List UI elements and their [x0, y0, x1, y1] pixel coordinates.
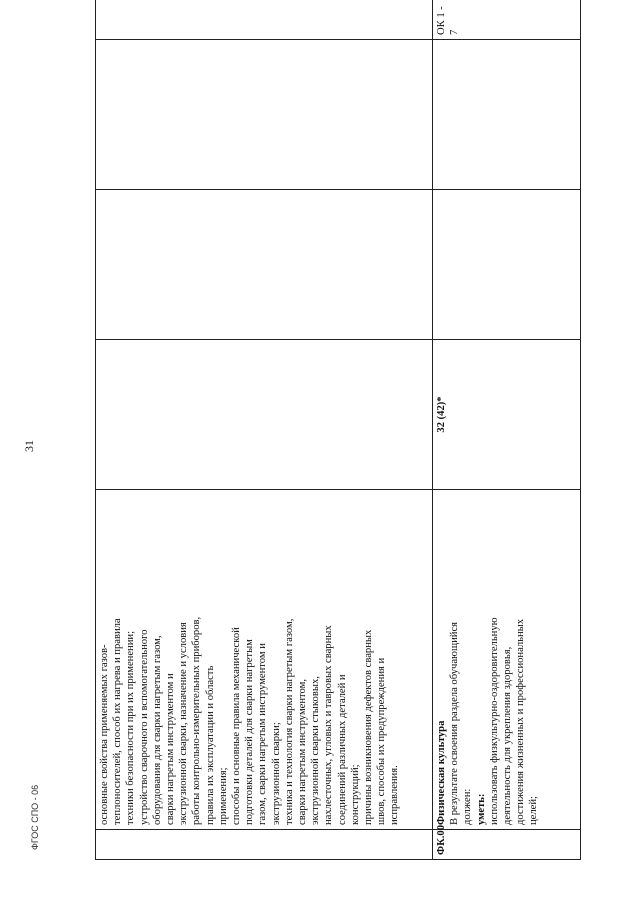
content-line: сварки нагретым инструментом, — [297, 679, 309, 825]
empty-cell — [96, 40, 433, 190]
content-line: техники безопасности при их применении; — [125, 630, 137, 825]
content-line: экструзионной сварки; — [270, 722, 282, 825]
empty-cell — [433, 40, 581, 190]
code-cell — [96, 830, 433, 860]
table-row — [433, 0, 581, 860]
skill-label: уметь: — [475, 793, 487, 825]
content-line: способы и основные правила механической — [231, 627, 243, 825]
hours-cell — [96, 340, 433, 490]
content-line: швов, способы их предупреждения и — [376, 657, 388, 825]
page-number: 31 — [22, 440, 36, 452]
content-line: нахлесточных, угловых и тавровых сварных — [323, 625, 335, 825]
empty-cell — [96, 190, 433, 340]
content-line: правила их эксплуатации и область — [204, 665, 216, 825]
rotated-table-container — [95, 6, 570, 860]
competence-cell: ОК 1 - 7 — [433, 0, 581, 40]
content-line: работы контрольно-измерительных приборов, — [191, 616, 203, 825]
content-line: экструзионной сварки стыковых, — [310, 676, 322, 825]
content-line: теплоносителей, способ их нагрева и правила — [112, 618, 124, 825]
content-line: сварки нагретым инструментом и — [165, 673, 177, 825]
content-cell — [433, 490, 581, 830]
footer-code: ФГОС СПО - 06 — [30, 784, 40, 850]
content-line: конструкций; — [349, 764, 361, 825]
content-line: причины возникновения дефектов сварных — [363, 629, 375, 825]
content-line: техника и технология сварки нагретым газом, — [283, 618, 295, 825]
content-line: экструзионной сварки, назначение и условия — [178, 622, 190, 825]
content-line: оборудования для сварки нагретым газом, — [151, 635, 163, 825]
empty-cell — [433, 190, 581, 340]
content-line: В результате освоения раздела обучающийся — [449, 621, 461, 825]
content-line: целей; — [528, 796, 540, 825]
content-line: основные свойства применяемых газов- — [99, 644, 110, 825]
content-line: газом, сварки нагретым инструментом и — [257, 643, 269, 825]
content-line: устройство сварочного и вспомогательного — [138, 629, 150, 825]
table-row — [96, 0, 433, 860]
hours-cell: 32 (42)* — [433, 340, 581, 490]
content-line: подготовки деталей для сварки нагретым — [244, 639, 256, 825]
content-cell — [96, 490, 433, 830]
code-cell: ФК.00 — [433, 830, 581, 860]
content-line: соединений различных деталей и — [336, 674, 348, 825]
content-line: применения; — [217, 767, 229, 825]
content-line: достижения жизненных и профессиональных — [515, 618, 527, 825]
competence-cell — [96, 0, 433, 40]
curriculum-table — [95, 0, 581, 860]
section-title: Физическая культура — [436, 720, 447, 825]
content-line: деятельность для укрепления здоровья, — [502, 646, 514, 825]
content-line: должен: — [462, 788, 474, 825]
content-line: использовать физкультурно-оздоровительную — [488, 617, 500, 825]
content-line: исправления. — [389, 765, 401, 825]
